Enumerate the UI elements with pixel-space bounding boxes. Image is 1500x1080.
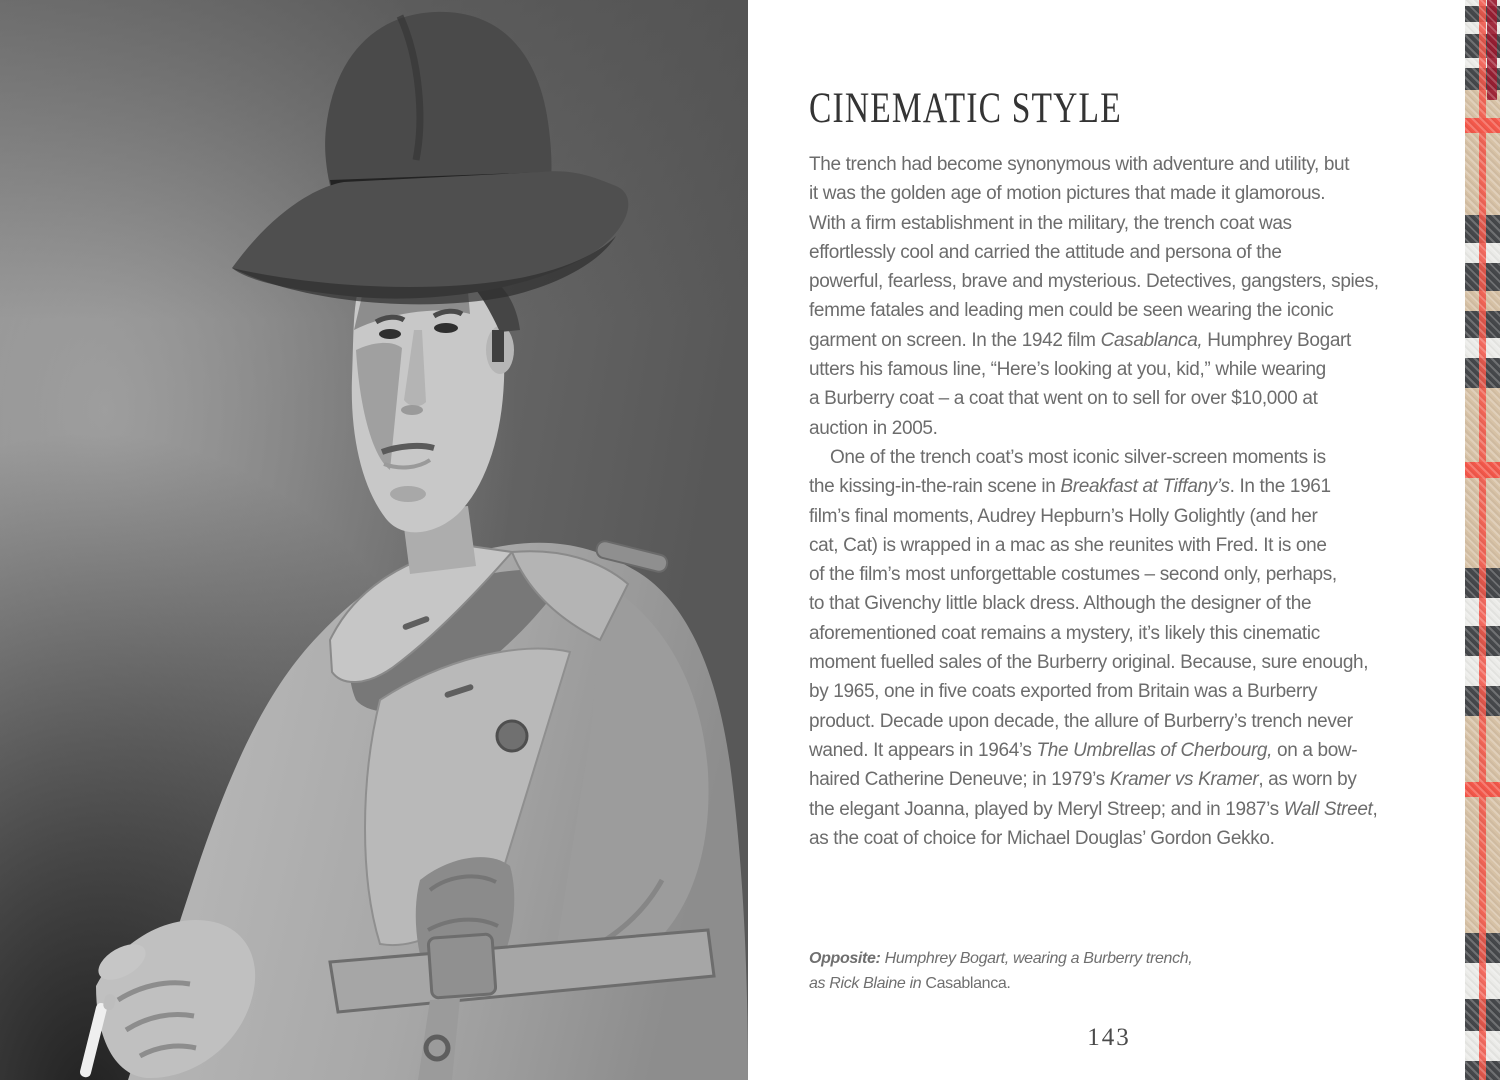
text-line: a Burberry coat – a coat that went on to sell for over $10,000 at: [809, 388, 1318, 410]
text-line: of the film’s most unforgettable costumes – second only, perhaps,: [809, 564, 1337, 586]
text-line: powerful, fearless, brave and mysterious. Detectives, gangsters, spies,: [809, 271, 1379, 293]
paragraph-1: [809, 150, 1429, 443]
text-line: to that Givenchy little black dress. Although the designer of the: [809, 593, 1312, 615]
text-line: effortlessly cool and carried the attitude and persona of the: [809, 241, 1282, 263]
chapter-title: CINEMATIC STYLE: [809, 85, 1122, 132]
text-line: haired Catherine Deneuve; in 1979’s Kramer vs Kramer, as worn by: [809, 769, 1357, 791]
text-line: the kissing-in-the-rain scene in Breakfast at Tiffany’s. In the 1961: [809, 476, 1331, 498]
text-line: garment on screen. In the 1942 film Casablanca, Humphrey Bogart: [809, 329, 1351, 351]
text-line: film’s final moments, Audrey Hepburn’s Holly Golightly (and her: [809, 505, 1318, 527]
text-line: as the coat of choice for Michael Douglas’ Gordon Gekko.: [809, 827, 1275, 849]
text-line: it was the golden age of motion pictures that made it glamorous.: [809, 183, 1326, 205]
text-line: the elegant Joanna, played by Meryl Streep; and in 1987’s Wall Street,: [809, 798, 1378, 820]
right-page: [748, 0, 1465, 1080]
text-line: One of the trench coat’s most iconic silver-screen moments is: [830, 446, 1326, 468]
text-line: With a firm establishment in the military, the trench coat was: [809, 212, 1292, 234]
photo-caption: [809, 946, 1192, 996]
text-line: utters his famous line, “Here’s looking at you, kid,” while wearing: [809, 359, 1326, 381]
bogart-photo: [0, 0, 748, 1080]
paragraph-2: [809, 443, 1429, 853]
text-line: product. Decade upon decade, the allure of Burberry’s trench never: [809, 710, 1353, 732]
burberry-check-fabric: [1465, 0, 1500, 1080]
text-line: cat, Cat) is wrapped in a mac as she reunites with Fred. It is one: [809, 534, 1327, 556]
text-line: The trench had become synonymous with adventure and utility, but: [809, 154, 1350, 175]
burberry-check-pattern: [1465, 0, 1500, 1080]
text-line: auction in 2005.: [809, 417, 938, 439]
text-line: moment fuelled sales of the Burberry original. Because, sure enough,: [809, 652, 1369, 674]
page-number: 143: [1087, 1024, 1131, 1051]
body-text: [809, 150, 1429, 853]
text-line: femme fatales and leading men could be seen wearing the iconic: [809, 300, 1334, 322]
text-line: as Rick Blaine in Casablanca.: [809, 975, 1011, 992]
text-line: by 1965, one in five coats exported from Britain was a Burberry: [809, 681, 1318, 703]
text-line: Opposite: Humphrey Bogart, wearing a Burberry trench,: [809, 950, 1193, 967]
text-line: aforementioned coat remains a mystery, it’s likely this cinematic: [809, 622, 1320, 644]
bogart-photo-illustration: [0, 0, 748, 1080]
text-line: waned. It appears in 1964’s The Umbrellas of Cherbourg, on a bow-: [809, 739, 1358, 761]
